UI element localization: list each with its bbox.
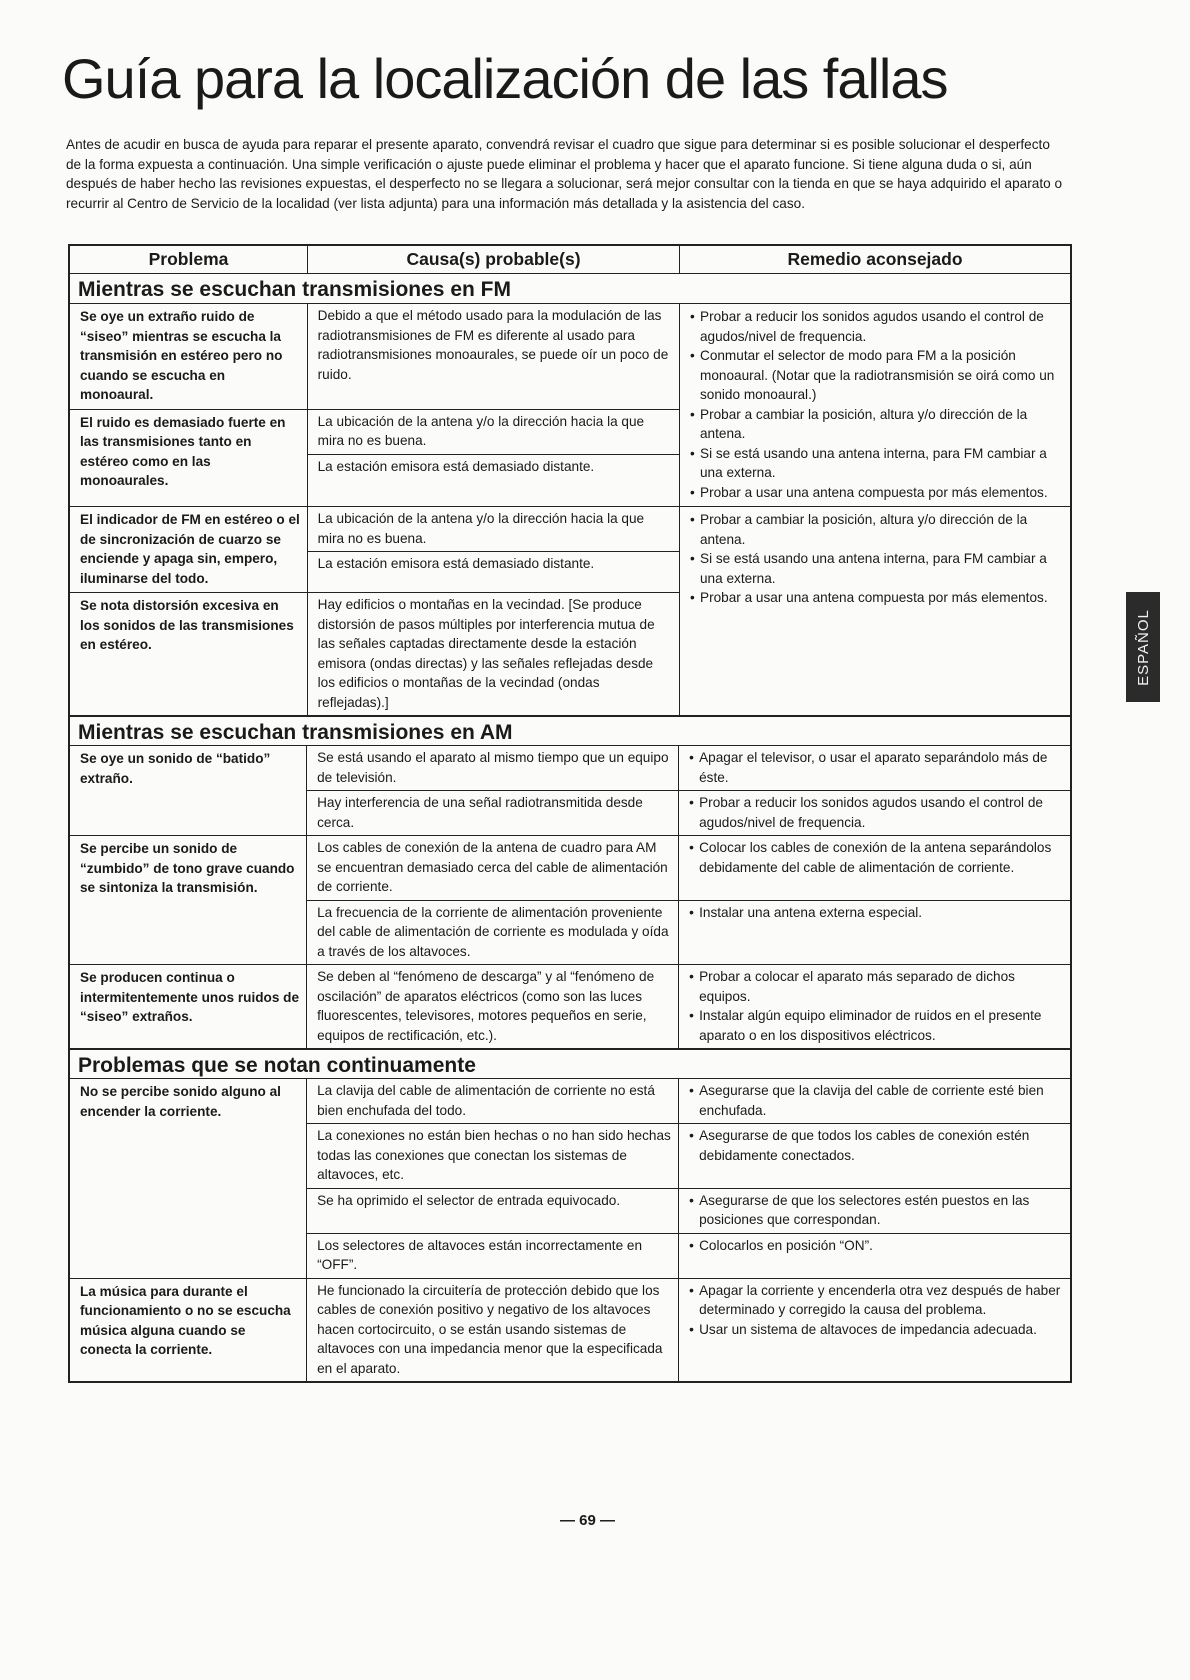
- header-problem: Problema: [70, 246, 308, 273]
- remedy-item: Probar a cambiar la posición, altura y/o dirección de la antena.: [700, 406, 1028, 441]
- remedy-item: Probar a usar una antena compuesta por más elementos.: [700, 590, 1048, 605]
- problem-cell: El ruido es demasiado fuerte en las transmisiones tanto en estéreo como en las monoaurales.: [70, 410, 308, 507]
- table-header: [70, 246, 1070, 274]
- cause-cell: La ubicación de la antena y/o la dirección hacia la que mira no es buena.: [308, 410, 679, 455]
- cause-cell: Se está usando el aparato al mismo tiempo que un equipo de televisión.: [307, 746, 679, 790]
- problem-cell: No se percibe sonido alguno al encender la corriente.: [70, 1079, 307, 1278]
- table-row: La música para durante el funcionamiento o no se escucha música alguna cuando se conecta la corriente. He funcionado la circuitería de protección debido que los cables de conexión positivo y negativo de los altavoces hacen cortocircuito, o se están usando sistemas de altavoces con una impedancia menor que la especificada en el aparato. • Apagar la corriente y encenderla otra vez después de haber determinado y corregido la causa del problema. • Usar un sistema de altavoces de impedancia adecuada.: [70, 1279, 1070, 1382]
- cause-cell: La frecuencia de la corriente de alimentación proveniente del cable de alimentación de corriente es modulada y oída a través de los altavoces.: [307, 901, 679, 965]
- remedy-item: Asegurarse que la clavija del cable de corriente esté bien enchufada.: [699, 1083, 1044, 1118]
- cause-cell: La estación emisora está demasiado distante.: [317, 458, 595, 474]
- language-tab-label: ESPAÑOL: [1134, 608, 1152, 686]
- table-row: Se oye un sonido de “batido” extraño. Se está usando el aparato al mismo tiempo que un equipo de televisión. • Apagar el televisor, o usar el aparato separándolo más de éste. Hay interferencia de una señal radiotransmitida desde cerca. • Probar a reducir los sonidos agudos usando el control de agudos/nivel de frequencia.: [70, 746, 1070, 836]
- cause-cell: La estación emisora está demasiado distante.: [317, 556, 595, 571]
- cause-cell: He funcionado la circuitería de protección debido que los cables de conexión positivo y negativo de los altavoces hacen cortocircuito, o se están usando sistemas de altavoces con una impedancia menor que la especificada en el aparato.: [307, 1279, 679, 1382]
- cause-cell: Se deben al “fenómeno de descarga” y al “fenómeno de oscilación” de aparatos eléctricos (como son las luces fluorescentes, televisores, motores pequeños en serie, equipos de rectificación, etc.).: [307, 965, 679, 1048]
- remedy-item: Probar a reducir los sonidos agudos usando el control de agudos/nivel de frequencia.: [699, 795, 1043, 830]
- table-row: [70, 304, 679, 410]
- remedy-item: Colocarlos en posición “ON”.: [699, 1237, 873, 1253]
- problem-cell: Se producen continua o intermitentemente unos ruidos de “siseo” extraños.: [70, 965, 307, 1048]
- section-continuous-title: Problemas que se notan continuamente: [70, 1049, 1070, 1079]
- remedy-item: Probar a cambiar la posición, altura y/o dirección de la antena.: [700, 512, 1028, 547]
- problem-cell: Se oye un sonido de “batido” extraño.: [70, 746, 307, 835]
- table-row: [70, 507, 679, 593]
- section-am-title: Mientras se escuchan transmisiones en AM: [70, 716, 1070, 746]
- remedy-item: Probar a usar una antena compuesta por más elementos.: [700, 484, 1048, 500]
- fm-group-2: [70, 507, 1070, 716]
- remedy-item: Colocar los cables de conexión de la antena separándolos debidamente del cable de alimentación de corriente.: [699, 840, 1052, 875]
- table-row: [70, 410, 679, 507]
- problem-cell: El indicador de FM en estéreo o el de sincronización de cuarzo se enciende y apaga sin, empero, iluminarse del todo.: [70, 507, 308, 592]
- table-row: [70, 593, 679, 715]
- section-fm-title: Mientras se escuchan transmisiones en FM: [70, 274, 1070, 304]
- table-row: No se percibe sonido alguno al encender la corriente. La clavija del cable de alimentación de corriente no está bien enchufada del todo. • Asegurarse que la clavija del cable de corriente esté bien enchufada. La conexiones no están bien hechas o no han sido hechas todas las conexiones que conectan los sistemas de altavoces, etc. • Asegurarse de que todos los cables de conexión estén debidamente conectados. Se ha oprimido el selector de entrada equivocado. • Asegurarse de que los selectores estén puestos en las posiciones que correspondan. Los selectores de altavoces están incorrectamente en “OFF”. • Colocarlos en posición “ON”.: [70, 1079, 1070, 1279]
- problem-cell: La música para durante el funcionamiento o no se escucha música alguna cuando se conecta la corriente.: [70, 1279, 307, 1382]
- cause-cell: La ubicación de la antena y/o la dirección hacia la que mira no es buena.: [308, 507, 679, 552]
- problem-cell: Se nota distorsión excesiva en los sonidos de las transmisiones en estéreo.: [70, 593, 308, 715]
- remedy-item: Conmutar el selector de modo para FM a la posición monoaural. (Notar que la radiotransmisión se oirá como un sonido monoaural.): [700, 348, 1055, 402]
- remedy-item: Apagar el televisor, o usar el aparato separándolo más de éste.: [699, 750, 1048, 785]
- cause-cell: Se ha oprimido el selector de entrada equivocado.: [307, 1189, 679, 1233]
- remedy-item: Si se está usando una antena interna, para FM cambiar a una externa.: [700, 551, 1047, 586]
- cause-cell: Los selectores de altavoces están incorrectamente en “OFF”.: [307, 1234, 679, 1278]
- remedy-item: Apagar la corriente y encenderla otra vez después de haber determinado y corregido la causa del problema.: [699, 1282, 1061, 1317]
- header-remedy: Remedio aconsejado: [787, 249, 963, 269]
- cause-cell: Debido a que el método usado para la modulación de las radiotransmisiones de FM es diferente al usado para radiotransmisiones monoaurales, se puede oír un poco de ruido.: [317, 308, 669, 382]
- remedy-item: Si se está usando una antena interna, para FM cambiar a una externa.: [700, 445, 1047, 480]
- remedy-cell: • Probar a reducir los sonidos agudos usando el control de agudos/nivel de frequencia. • Conmutar el selector de modo para FM a la posición monoaural. (Notar que la radiotransmisión se oirá como un sonido monoaural.) • Probar a cambiar la posición, altura y/o dirección de la antena. • Si se está usando una antena interna, para FM cambiar a una externa. • Probar a usar una antena compuesta por más elementos.: [680, 304, 1070, 506]
- remedy-item: Usar un sistema de altavoces de impedancia adecuada.: [699, 1321, 1037, 1337]
- remedy-item: Asegurarse de que los selectores estén puestos en las posiciones que correspondan.: [699, 1192, 1030, 1227]
- problem-cell: Se oye un extraño ruido de “siseo” mientras se escucha la transmisión en estéreo pero no cuando se escucha en monoaural.: [70, 304, 308, 409]
- remedy-item: Instalar una antena externa especial.: [699, 904, 923, 920]
- intro-paragraph: Antes de acudir en busca de ayuda para reparar el presente aparato, convendrá revisar el cuadro que sigue para determinar si es posible solucionar el desperfecto de la forma expuesta a continuación. Una simple verificación o ajuste puede eliminar el problema y hacer que el aparato funcione. Si tiene alguna duda o si, aún después de haber hecho las revisiones expuestas, el desperfecto no se llegara a solucionar, será mejor consultar con la tienda en que se haya adquirido el aparato o recurrir al Centro de Servicio de la localidad (ver lista adjunta) para una información más detallada y la asistencia del caso.: [66, 137, 1063, 211]
- fm-group-1: [70, 304, 1070, 507]
- remedy-cell: • Probar a cambiar la posición, altura y/o dirección de la antena. • Si se está usando una antena interna, para FM cambiar a una externa. • Probar a usar una antena compuesta por más elementos.: [680, 507, 1070, 715]
- cause-cell: Hay interferencia de una señal radiotransmitida desde cerca.: [307, 791, 679, 835]
- problem-cell: Se percibe un sonido de “zumbido” de tono grave cuando se sintoniza la transmisión.: [70, 836, 307, 964]
- remedy-item: Probar a reducir los sonidos agudos usando el control de agudos/nivel de frequencia.: [700, 309, 1044, 344]
- cause-cell: Los cables de conexión de la antena de cuadro para AM se encuentran demasiado cerca del cable de alimentación de corriente.: [307, 836, 679, 900]
- cause-cell: La conexiones no están bien hechas o no han sido hechas todas las conexiones que conectan los sistemas de altavoces, etc.: [307, 1124, 679, 1188]
- table-row: Se percibe un sonido de “zumbido” de tono grave cuando se sintoniza la transmisión. Los cables de conexión de la antena de cuadro para AM se encuentran demasiado cerca del cable de alimentación de corriente. • Colocar los cables de conexión de la antena separándolos debidamente del cable de alimentación de corriente. La frecuencia de la corriente de alimentación proveniente del cable de alimentación de corriente es modulada y oída a través de los altavoces. • Instalar una antena externa especial.: [70, 836, 1070, 965]
- page-title: Guía para la localización de las fallas: [62, 47, 948, 110]
- page-number: — 69 —: [560, 1512, 616, 1529]
- cause-cell: La clavija del cable de alimentación de corriente no está bien enchufada del todo.: [307, 1079, 679, 1123]
- table-row: Se producen continua o intermitentemente unos ruidos de “siseo” extraños. Se deben al “fenómeno de descarga” y al “fenómeno de oscilación” de aparatos eléctricos (como son las luces fluorescentes, televisores, motores pequeños en serie, equipos de rectificación, etc.). • Probar a colocar el aparato más separado de dichos equipos. • Instalar algún equipo eliminador de ruidos en el presente aparato o en los dispositivos eléctricos.: [70, 965, 1070, 1049]
- cause-cell: Hay edificios o montañas en la vecindad. [Se produce distorsión de pasos múltiples por interferencia mutua de las señales captadas directamente desde la estación emisora (ondas directas) y las señales reflejadas desde los edificios o montañas de la vecindad (ondas reflejadas).]: [317, 597, 655, 710]
- troubleshooting-table: [68, 244, 1072, 1383]
- language-tab: [1126, 592, 1160, 702]
- remedy-item: Probar a colocar el aparato más separado de dichos equipos.: [699, 969, 1015, 1004]
- header-cause: Causa(s) probable(s): [308, 246, 680, 273]
- remedy-item: Instalar algún equipo eliminador de ruidos en el presente aparato o en los dispositivos eléctricos.: [699, 1008, 1042, 1043]
- remedy-item: Asegurarse de que todos los cables de conexión estén debidamente conectados.: [699, 1128, 1030, 1163]
